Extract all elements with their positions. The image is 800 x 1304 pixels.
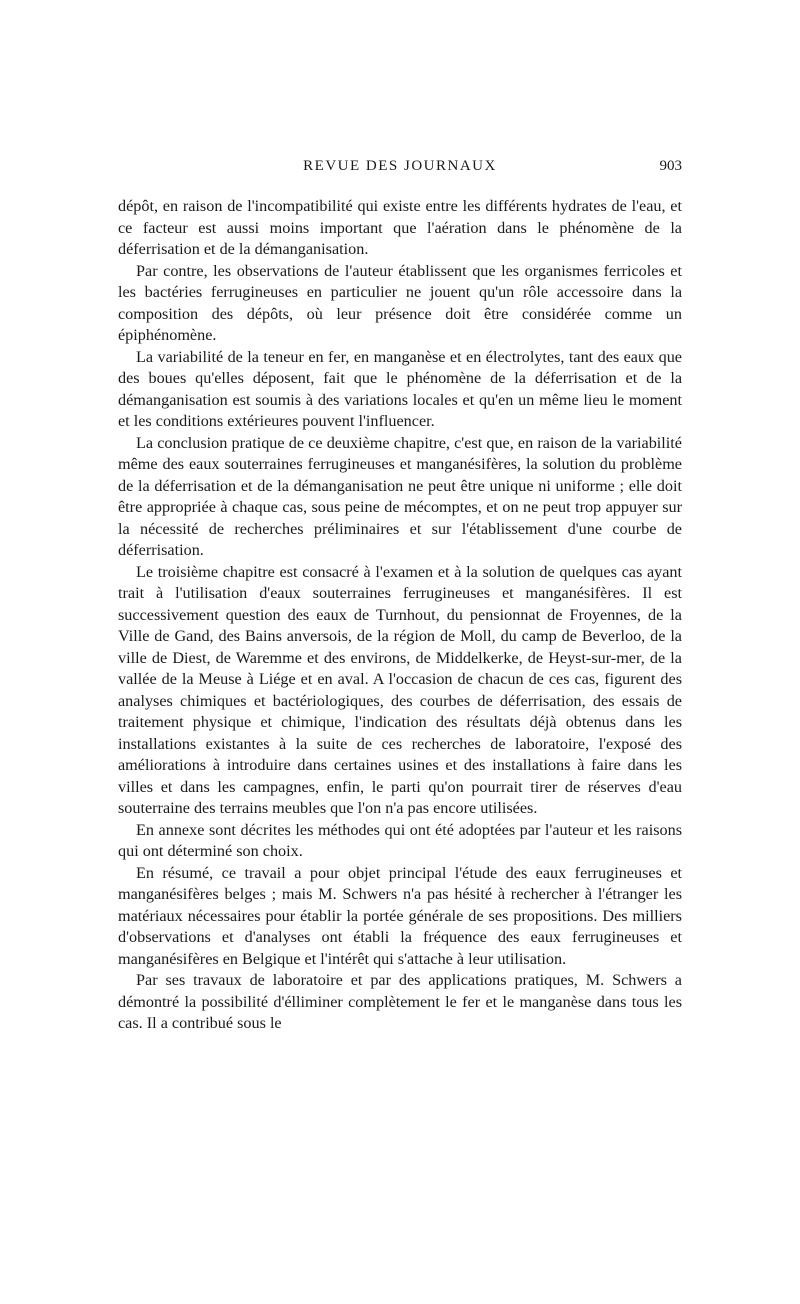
- paragraph: Par contre, les observations de l'auteur établissent que les organismes ferricoles et les bactéries ferrugineuses en particulier ne jouent qu'un rôle accessoire dans la composition des dépôts, où leur présence doit être considérée comme un épiphénomène.: [118, 261, 682, 344]
- paragraph: La variabilité de la teneur en fer, en manganèse et en électrolytes, tant des eaux que des boues qu'elles déposent, fait que le phénomène de la déferrisation et de la démanganisation est soumis à des variations locales et qu'en un même lieu le moment et les conditions extérieures pouvent l'influencer.: [118, 347, 682, 430]
- paragraph: En résumé, ce travail a pour objet principal l'étude des eaux ferrugineuses et manganésifères belges ; mais M. Schwers n'a pas hésité à rechercher à l'étranger les matériaux nécessaires pour établir la portée générale de ses propositions. Des milliers d'observations et d'analyses ont établi la fréquence des eaux ferrugineuses et manganésifères en Belgique et l'intérêt qui s'attache à leur utilisation.: [118, 863, 682, 968]
- page-number: 903: [659, 158, 682, 174]
- body-text: [118, 196, 682, 1035]
- paragraph: La conclusion pratique de ce deuxième chapitre, c'est que, en raison de la variabilité même des eaux souterraines ferrugineuses et manganésifères, la solution du problème de la déferrisation et de la démanganisation ne peut être unique ni uniforme ; elle doit être appropriée à chaque cas, sous peine de mécomptes, et on ne peut trop appuyer sur la nécessité de recherches préliminaires et sur l'établissement d'une courbe de déferrisation.: [118, 433, 682, 559]
- paragraph: En annexe sont décrites les méthodes qui ont été adoptées par l'auteur et les raisons qui ont déterminé son choix.: [118, 820, 682, 860]
- paragraph: Par ses travaux de laboratoire et par des applications pratiques, M. Schwers a démontré la possibilité d'élliminer complètement le fer et le manganèse dans tous les cas. Il a contribué sous le: [118, 971, 682, 1032]
- paragraph: Le troisième chapitre est consacré à l'examen et à la solution de quelques cas ayant trait à l'utilisation d'eaux souterraines ferrugineuses et manganésifères. Il est successivement question des eaux de Turnhout, du pensionnat de Froyennes, de la Ville de Gand, des Bains anversois, de la région de Moll, du camp de Beverloo, de la ville de Diest, de Waremme et des environs, de Middelkerke, de Heyst-sur-mer, de la vallée de la Meuse à Liége et en aval. A l'occasion de chacun de ces cas, figurent des analyses chimiques et bactériologiques, des courbes de déferrisation, des essais de traitement physique et chimique, l'indication des résultats déjà obtenus dans les installations existantes à la suite de ces recherches de laboratoire, l'exposé des améliorations à introduire dans certaines usines et des installations à faire dans les villes et dans les campagnes, enfin, le parti qu'on pourrait tirer de réserves d'eau souterraine des terrains meubles que l'on n'a pas encore utilisées.: [118, 562, 682, 817]
- paragraph: dépôt, en raison de l'incompatibilité qui existe entre les différents hydrates de l'eau, et ce facteur est aussi moins important que l'aération dans le phénomène de la déferrisation et de la démanganisation.: [118, 197, 682, 258]
- running-title: REVUE DES JOURNAUX: [303, 158, 497, 174]
- running-head: [118, 158, 682, 180]
